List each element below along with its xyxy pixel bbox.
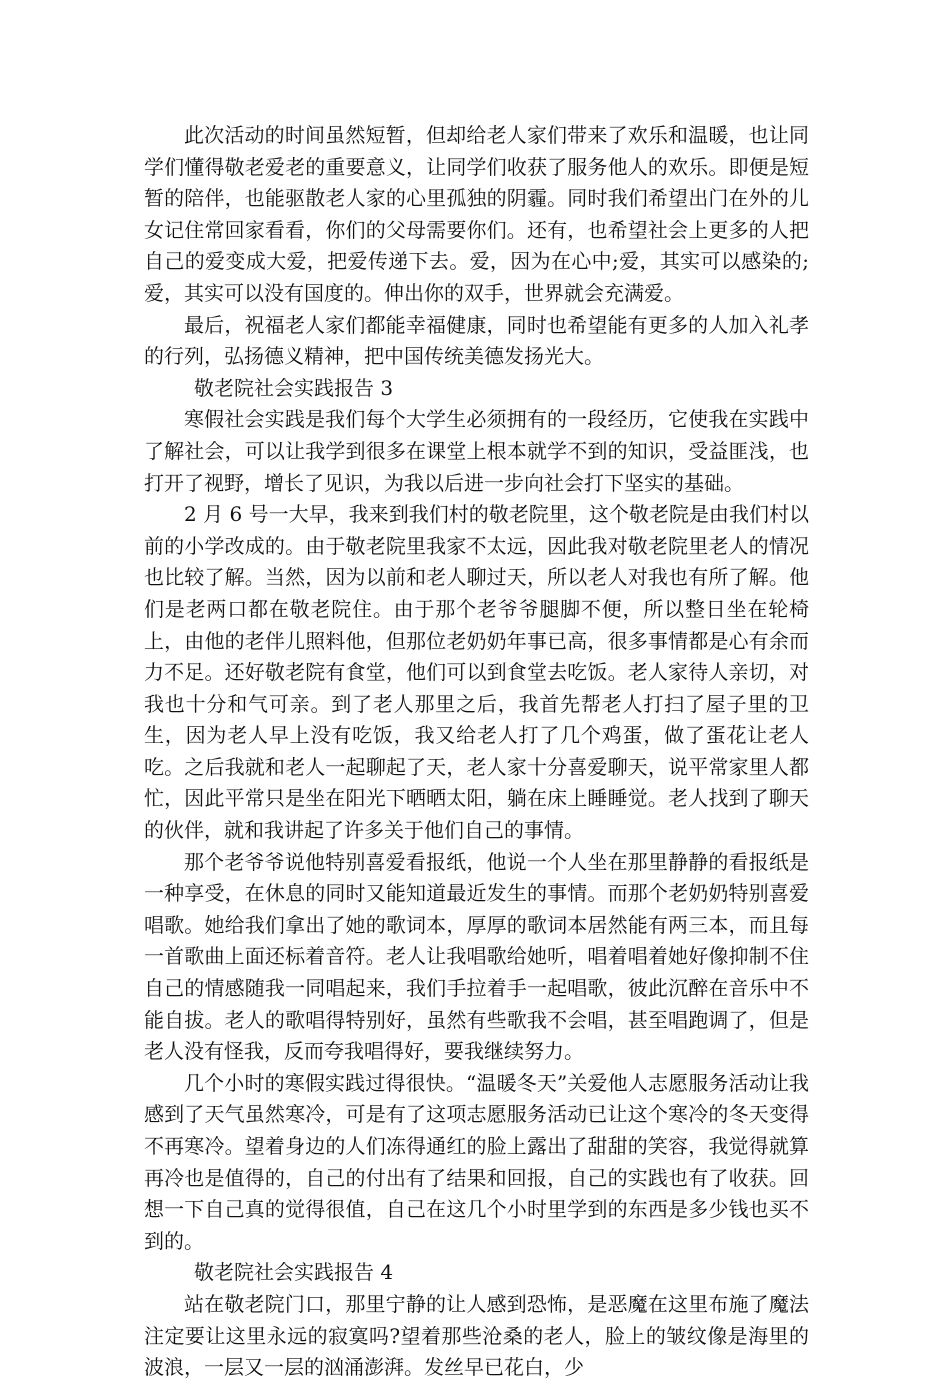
document-body [144, 120, 809, 1384]
paragraph-closing-wishes: 最后，祝福老人家们都能幸福健康，同时也希望能有更多的人加入礼孝的行列，弘扬德义精神，把中国传统美德发扬光大。 [144, 312, 809, 369]
section-heading-report-3: 敬老院社会实践报告 3 [194, 375, 394, 400]
paragraph-report-4-opening: 站在敬老院门口，那里宁静的让人感到恐怖，是恶魔在这里布施了魔法注定要让这里永远的寂寞吗?望着那些沧桑的老人，脸上的皱纹像是海里的波浪，一层又一层的汹涌澎湃。发丝早已花白，少 [144, 1291, 809, 1380]
paragraph-grandparents-hobbies: 那个老爷爷说他特别喜爱看报纸，他说一个人坐在那里静静的看报纸是一种享受，在休息的同时又能知道最近发生的事情。而那个老奶奶特别喜爱唱歌。她给我们拿出了她的歌词本，厚厚的歌词本居然能有两三本，而且每一首歌曲上面还标着音符。老人让我唱歌给她听，唱着唱着她好像抑制不住自己的情感随我一同唱起来，我们手拉着手一起唱歌，彼此沉醉在音乐中不能自拔。老人的歌唱得特别好，虽然有些歌我不会唱，甚至唱跑调了，但是老人没有怪我，反而夸我唱得好，要我继续努力。 [144, 849, 809, 1064]
paragraph-activity-summary: 此次活动的时间虽然短暂，但却给老人家们带来了欢乐和温暖，也让同学们懂得敬老爱老的重要意义，让同学们收获了服务他人的欢乐。即便是短暂的陪伴，也能驱散老人家的心里孤独的阴霾。同时我们希望出门在外的儿女记住常回家看看，你们的父母需要你们。还有，也希望社会上更多的人把自己的爱变成大爱，把爱传递下去。爱，因为在心中;爱，其实可以感染的;爱，其实可以没有国度的。伸出你的双手，世界就会充满爱。 [144, 123, 809, 305]
section-heading-report-4: 敬老院社会实践报告 4 [194, 1260, 394, 1285]
paragraph-report-3-intro: 寒假社会实践是我们每个大学生必须拥有的一段经历，它使我在实践中了解社会，可以让我学到很多在课堂上根本就学不到的知识，受益匪浅，也打开了视野，增长了见识，为我以后进一步向社会打下坚实的基础。 [144, 407, 809, 495]
paragraph-visit-account: 2 月 6 号一大早，我来到我们村的敬老院里，这个敬老院是由我们村以前的小学改成的。由于敬老院里我家不太远，因此我对敬老院里老人的情况也比较了解。当然，因为以前和老人聊过天，所以老人对我也有所了解。他们是老两口都在敬老院住。由于那个老爷爷腿脚不便，所以整日坐在轮椅上，由他的老伴儿照料他，但那位老奶奶年事已高，很多事情都是心有余而力不足。还好敬老院有食堂，他们可以到食堂去吃饭。老人家待人亲切，对我也十分和气可亲。到了老人那里之后，我首先帮老人打扫了屋子里的卫生，因为老人早上没有吃饭，我又给老人打了几个鸡蛋，做了蛋花让老人吃。之后我就和老人一起聊起了天，老人家十分喜爱聊天，说平常家里人都忙，因此平常只是坐在阳光下晒晒太阳，躺在床上睡睡觉。老人找到了聊天的伙伴，就和我讲起了许多关于他们自己的事情。 [144, 502, 809, 843]
paragraph-report-3-reflection: 几个小时的寒假实践过得很快。“温暖冬天”关爱他人志愿服务活动让我感到了天气虽然寒冷，可是有了这项志愿服务活动已让这个寒冷的冬天变得不再寒冷。望着身边的人们冻得通红的脸上露出了甜甜的笑容，我觉得就算再冷也是值得的，自己的付出有了结果和回报，自己的实践也有了收获。回想一下自己真的觉得很值，自己在这几个小时里学到的东西是多少钱也买不到的。 [144, 1070, 809, 1253]
